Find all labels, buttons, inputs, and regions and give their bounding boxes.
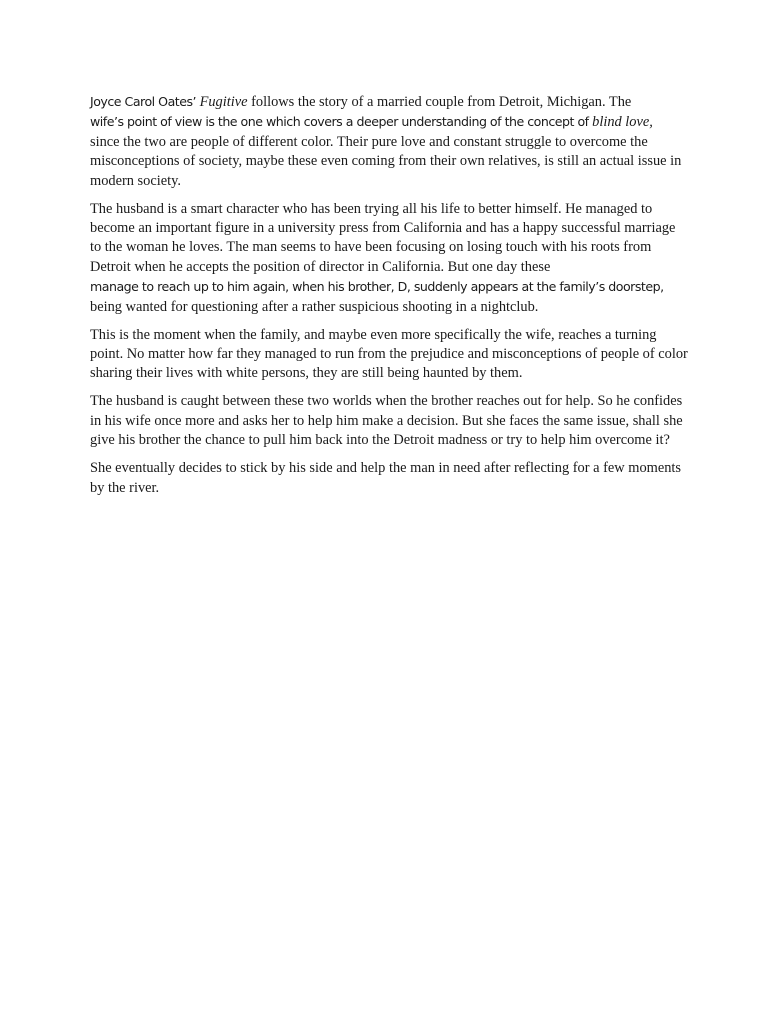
paragraph-2-line-6: manage to reach up to him again, when his brother, D, suddenly appears at the family’s doorstep,: [90, 279, 664, 295]
paragraph-1-line-2: wife’s point of view is the one which covers a deeper understanding of the concept of: [90, 114, 593, 130]
paragraph-3: This is the moment when the family, and maybe even more specifically the wife, reaches a turning point. No matter how far they managed to run from the prejudice and misconceptions of people of color sharing their lives with white persons, they are still being haunted by them.: [90, 326, 688, 382]
author-name: Joyce Carol Oates’: [90, 94, 200, 109]
paragraph-1: Joyce Carol Oates’ Fugitive follows the story of a married couple from Detroit, Michigan. The wife’s point of view is the one which covers a deeper understanding of the concept of blind love, since the two are people of different color. Their pure love and constant struggle to overcome the misconceptions of society, maybe these even coming from their own relatives, is still an actual issue in modern society.: [90, 94, 682, 189]
paragraph-4: The husband is caught between these two worlds when the brother reaches out for help. So he confides in his wife once more and asks her to help him make a decision. But she faces the same issue, shall she give his brother the chance to pull him back into the Detroit madness or try to help him overcome it?: [90, 393, 683, 449]
paragraph-1-rest: since the two are people of different color. Their pure love and constant struggle to overcome the misconceptions of society, maybe these even coming from their own relatives, is still an actual issue in modern society.: [90, 133, 682, 189]
paragraph-5: She eventually decides to stick by his side and help the man in need after reflecting for a few moments by the river.: [90, 460, 682, 496]
paragraph-2: The husband is a smart character who has been trying all his life to better himself. He managed to become an important figure in a university press from California and has a happy successful marriage to the woman he loves. The man seems to have been focusing on losing touch with his roots from Detroit when he accepts the position of director in California. But one day these manage to reach up to him again, when his brother, D, suddenly appears at the family’s doorstep, being wanted for questioning after a rather suspicious shooting in a nightclub.: [90, 200, 676, 315]
emphasis-blind-love: blind love,: [592, 114, 653, 131]
book-title: Fugitive: [199, 94, 248, 110]
document-body: [90, 92, 690, 507]
